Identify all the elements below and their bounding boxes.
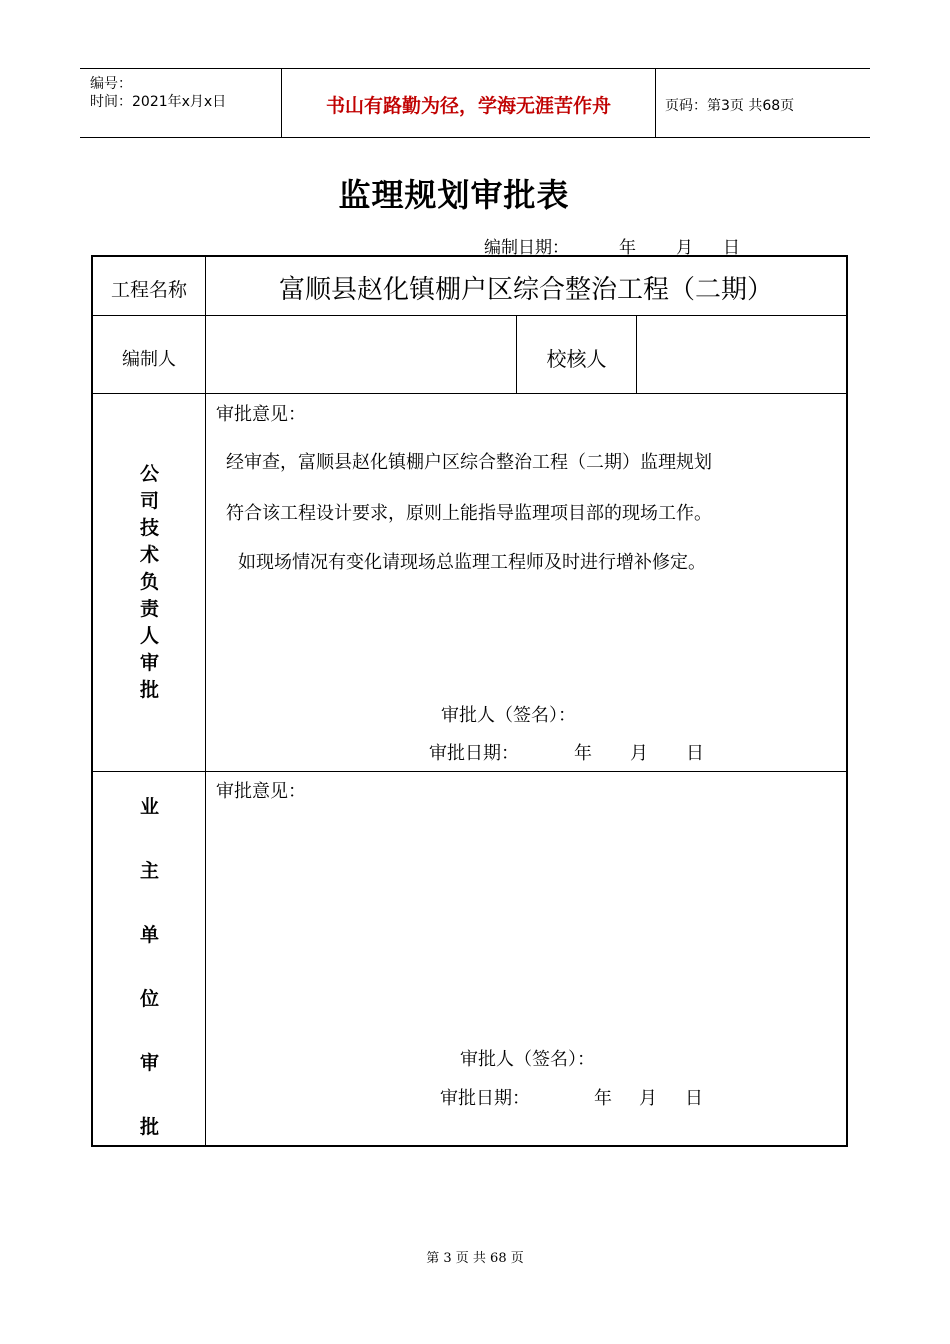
company-signer-label: 审批人（签名）： — [441, 705, 576, 726]
owner-date-year: 年 — [594, 1088, 612, 1109]
project-name-value: 富顺县赵化镇棚户区综合整治工程（二期） — [278, 275, 773, 305]
side-char: 责 — [139, 598, 159, 620]
side-char: 人 — [139, 625, 159, 647]
owner-signer-label: 审批人（签名）： — [460, 1049, 595, 1070]
document-number-label: 编号： — [90, 76, 132, 92]
page-footer: 第 3 页 共 68 页 — [426, 1251, 524, 1266]
side-char: 批 — [139, 1116, 159, 1138]
owner-approval-side-label — [93, 775, 206, 1159]
side-char: 业 — [139, 796, 159, 818]
page-header — [80, 68, 870, 138]
compile-date-year: 年 — [619, 238, 636, 258]
company-opinion-line-2: 符合该工程设计要求，原则上能指导监理项目部的现场工作。 — [226, 503, 712, 524]
company-date-label: 审批日期： — [429, 743, 519, 764]
column-divider — [636, 315, 637, 393]
header-page-label: 页码：第3页 共68页 — [665, 98, 795, 114]
side-char: 单 — [139, 924, 159, 946]
side-char: 位 — [139, 988, 159, 1010]
side-char: 审 — [139, 1052, 159, 1074]
side-char: 技 — [139, 517, 159, 539]
compile-date-month: 月 — [676, 238, 693, 258]
company-opinion-line-3: 如现场情况有变化请现场总监理工程师及时进行增补修定。 — [238, 552, 706, 573]
side-char: 术 — [139, 544, 159, 566]
company-date-year: 年 — [574, 743, 592, 764]
owner-date-label: 审批日期： — [440, 1088, 530, 1109]
compile-date-label: 编制日期： — [484, 238, 569, 258]
side-char: 主 — [139, 860, 159, 882]
owner-opinion-label: 审批意见： — [216, 781, 306, 802]
side-char: 负 — [139, 571, 159, 593]
header-motto-cell — [281, 69, 656, 137]
company-approval-side-label — [93, 461, 206, 704]
side-char: 司 — [139, 490, 159, 512]
company-date-day: 日 — [686, 743, 704, 764]
side-char: 审 — [139, 652, 159, 674]
approval-table — [91, 255, 848, 1147]
side-char: 批 — [139, 679, 159, 701]
owner-date-day: 日 — [685, 1088, 703, 1109]
owner-date-month: 月 — [639, 1088, 657, 1109]
header-page-cell — [655, 69, 870, 137]
company-opinion-label: 审批意见： — [216, 404, 306, 425]
page-title: 监理规划审批表 — [338, 176, 570, 214]
side-char: 公 — [139, 463, 159, 485]
compile-date-day: 日 — [723, 238, 740, 258]
company-opinion-line-1: 经审查，富顺县赵化镇棚户区综合整治工程（二期）监理规划 — [226, 452, 712, 473]
motto-text: 书山有路勤为径，学海无涯苦作舟 — [325, 95, 611, 117]
document-time-label: 时间：2021年x月x日 — [90, 94, 227, 110]
project-name-label: 工程名称 — [110, 279, 187, 301]
header-meta-cell — [80, 69, 281, 137]
company-date-month: 月 — [630, 743, 648, 764]
compiler-label: 编制人 — [122, 349, 176, 370]
checker-label: 校核人 — [546, 347, 607, 371]
